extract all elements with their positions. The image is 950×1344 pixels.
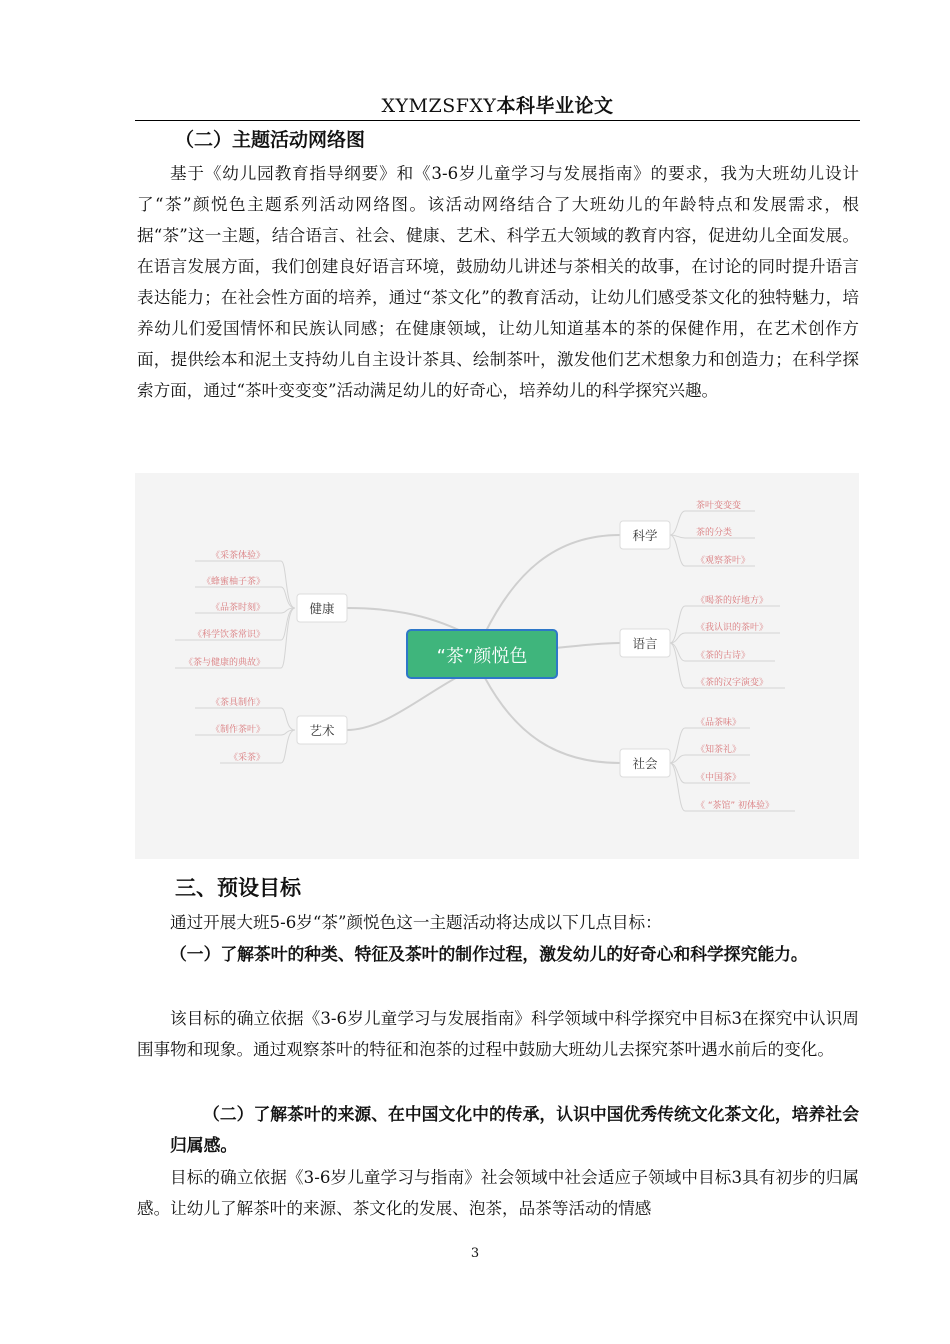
mindmap-leaf: 《知茶礼》 [696,745,742,755]
mindmap-leaf: 《 “茶馆” 初体验》 [696,801,775,811]
header-code: XYMZSFXY [381,95,497,117]
mindmap-leaf: 《中国茶》 [696,773,742,783]
mindmap-leaf: 《采茶体验》 [210,551,265,561]
page-header [135,92,860,121]
goal2-title: （二）了解茶叶的来源、在中国文化中的传承，认识中国优秀传统文化茶文化，培养社会归属感。 [170,1104,859,1155]
mindmap-node-language-label: 语言 [632,636,658,651]
mindmap-leaf: 《茶与健康的典故》 [183,658,265,668]
mindmap-node-health-label: 健康 [309,601,335,616]
mindmap-leaf: 《我认识的茶叶》 [696,623,769,633]
mindmap-leaf: 《蜂蜜柚子茶》 [201,577,265,587]
mindmap-leaf: 《品茶味》 [696,718,742,728]
mindmap-leaf: 茶叶变变变 [696,501,742,511]
mindmap-center-label: “茶”颜悦色 [436,646,528,667]
mindmap-node-society-label: 社会 [632,756,658,771]
network-paragraph: 基于《幼儿园教育指导纲要》和《3-6岁儿童学习与发展指南》的要求，我为大班幼儿设计了“茶”颜悦色主题系列活动网络图。该活动网络结合了大班幼儿的年龄特点和发展需求，根据“茶”这一主题，结合语言、社会、健康、艺术、科学五大领域的教育内容，促进幼儿全面发展。在语言发展方面，我们创建良好语言环境，鼓励幼儿讲述与茶相关的故事，在讨论的同时提升语言表达能力；在社会性方面的培养，通过“茶文化”的教育活动，让幼儿们感受茶文化的独特魅力，培养幼儿们爱国情怀和民族认同感；在健康领域，让幼儿知道基本的茶的保健作用，在艺术创作方面，提供绘本和泥土支持幼儿自主设计茶具、绘制茶叶，激发他们艺术想象力和创造力；在科学探索方面，通过“茶叶变变变”活动满足幼儿的好奇心，培养幼儿的科学探究兴趣。 [137,164,859,400]
page-number: 3 [470,1246,480,1261]
mindmap-leaf: 《采茶》 [228,753,265,763]
goal2-text: 目标的确立依据《3-6岁儿童学习与指南》社会领域中社会适应子领域中目标3具有初步的归属感。让幼儿了解茶叶的来源、茶文化的发展、泡茶，品茶等活动的情感 [137,1168,859,1218]
mindmap-leaf: 《茶具制作》 [210,698,265,708]
mindmap-leaf: 《科学饮茶常识》 [192,630,265,640]
section-heading-network: （二）主题活动网络图 [175,129,366,151]
mindmap-node-art-label: 艺术 [309,723,335,738]
goal1-text: 该目标的确立依据《3-6岁儿童学习与发展指南》科学领域中科学探究中目标3在探究中认识周围事物和现象。通过观察茶叶的特征和泡茶的过程中鼓励大班幼儿去探究茶叶遇水前后的变化。 [137,1009,859,1059]
mindmap-leaf: 《茶的汉字演变》 [696,678,769,688]
header-title: 本科毕业论文 [496,95,614,117]
mindmap-leaf: 《品茶时刻》 [210,603,265,613]
mindmap-leaf: 《观察茶叶》 [696,556,751,566]
mindmap-node-science-label: 科学 [632,528,658,543]
mindmap-leaf: 茶的分类 [696,528,733,538]
mindmap-figure [135,473,859,859]
goals-intro: 通过开展大班5-6岁“茶”颜悦色这一主题活动将达成以下几点目标： [170,913,662,932]
mindmap-leaf: 《喝茶的好地方》 [696,596,769,606]
section-heading-goals: 三、预设目标 [175,876,301,900]
mindmap-leaf: 《制作茶叶》 [210,725,265,735]
mindmap-leaf: 《茶的古诗》 [696,651,751,661]
goal1-title: （一）了解茶叶的种类、特征及茶叶的制作过程，激发幼儿的好奇心和科学探究能力。 [170,944,808,964]
